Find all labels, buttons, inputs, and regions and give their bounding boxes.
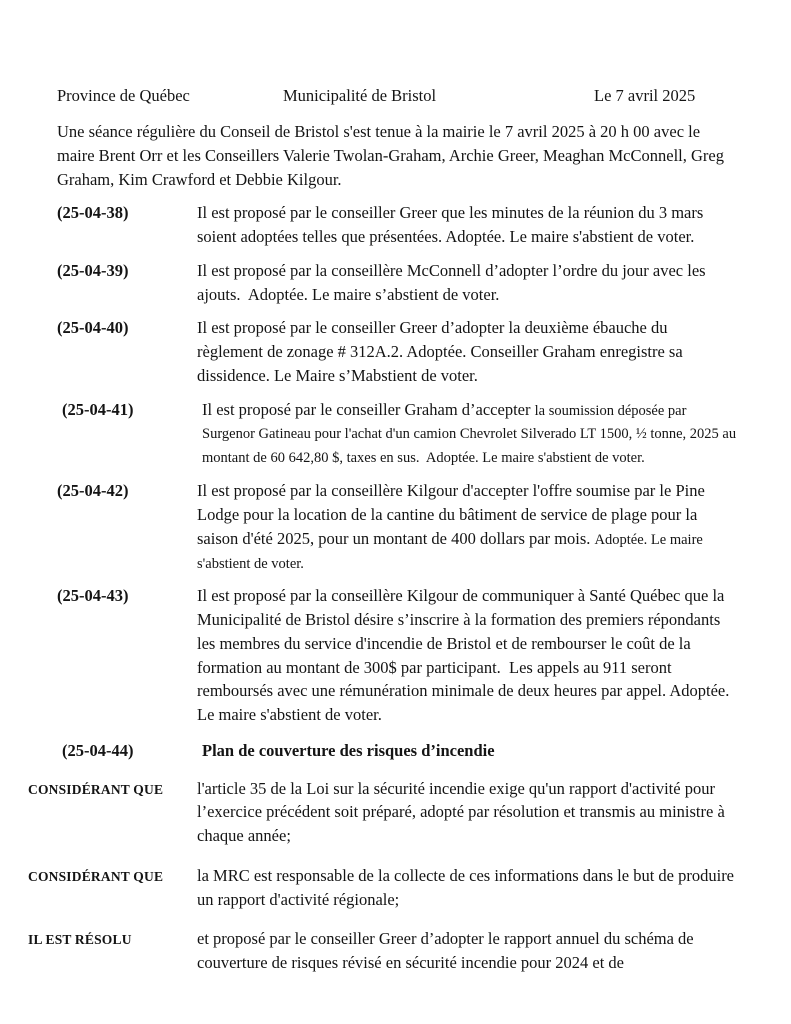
- clause-label: IL EST RÉSOLU: [28, 932, 132, 948]
- header-municipality: Municipalité de Bristol: [283, 86, 437, 105]
- clause-text: la MRC est responsable de la collecte de ces informations dans le but de produire un rapport d'activité régionale;: [197, 865, 739, 909]
- clause-text: et proposé par le conseiller Greer d’adopter le rapport annuel du schéma de couverture de risques révisé en sécurité incendie pour 2024 et de: [197, 929, 698, 973]
- resolution-text-lead: Il est proposé par le conseiller Graham d’accepter: [202, 399, 535, 419]
- clause-row: [28, 777, 737, 848]
- resolution-text: Il est proposé par le conseiller Greer d’adopter la deuxième ébauche du règlement de zonage # 312A.2. Adoptée. Conseiller Graham enregistre sa dissidence. Le Maire s’Mabstient de voter.: [197, 318, 687, 385]
- clause-row: [28, 927, 737, 975]
- clause-text: l'article 35 de la Loi sur la sécurité incendie exige qu'un rapport d'activité pour l’exercice précédent soit préparé, adopté par résolution et transmis au ministre à chaque année;: [197, 778, 729, 846]
- clause-label: CONSIDÉRANT QUE: [28, 868, 164, 884]
- resolution-text-small: Adoptée. Le maire s'abstient de voter.: [197, 531, 707, 572]
- header-province: Province de Québec: [57, 86, 190, 105]
- resolution-text: Il est proposé par le conseiller Greer que les minutes de la réunion du 3 mars soient adoptées telles que présentées. Adoptée. Le maire s'abstient de voter.: [197, 203, 708, 246]
- resolution-row: [57, 201, 737, 249]
- resolution-text: Il est proposé par la conseillère McConnell d’adopter l’ordre du jour avec les ajouts. Adoptée. Le maire s’abstient de voter.: [197, 260, 710, 304]
- resolution-row: [57, 316, 737, 387]
- resolution-number: (25-04-39): [57, 260, 129, 280]
- resolution-text: Il est proposé par la conseillère Kilgour de communiquer à Santé Québec que la Municipalité de Bristol désire s’inscrire à la formation des premiers répondants les membres du service d'incendie de Bristol et de rembourser le coût de la formation au montant de 300$ par participant. Les appels au 911 seront remboursés avec une rémunération minimale de deux heures par appel. Adoptée. Le maire s'abstient de voter.: [197, 586, 734, 725]
- resolution-heading-row: [57, 739, 737, 763]
- intro-paragraph: Une séance régulière du Conseil de Bristol s'est tenue à la mairie le 7 avril 2025 à 20 h 00 avec le maire Brent Orr et les Conseillers Valerie Twolan-Graham, Archie Greer, Meaghan McConnell, Greg Graham, Kim Crawford et Debbie Kilgour.: [57, 122, 729, 189]
- resolution-heading: Plan de couverture des risques d’incendie: [202, 740, 495, 760]
- resolution-number: (25-04-44): [62, 740, 134, 760]
- resolution-number: (25-04-40): [57, 318, 129, 338]
- resolution-text: [202, 398, 740, 470]
- resolution-number: (25-04-41): [62, 399, 134, 419]
- clause-label: CONSIDÉRANT QUE: [28, 781, 164, 797]
- resolution-text-lead: Il est proposé par la conseillère Kilgour d'accepter l'offre soumise par le Pine Lodge pour la location de la cantine du bâtiment de service de plage pour la saison d'été 2025, pour un montant de 400 dollars par mois.: [197, 481, 709, 548]
- resolution-number: (25-04-38): [57, 203, 129, 223]
- document-header: [57, 84, 737, 108]
- resolution-row: [57, 259, 737, 307]
- resolution-text-small: la soumission déposée par Surgenor Gatineau pour l'achat d'un camion Chevrolet Silverado LT 1500, ½ tonne, 2025 au montant de 60 642,80 $, taxes en sus. Adoptée. Le maire s'abstient de voter.: [202, 402, 740, 467]
- resolution-number: (25-04-42): [57, 481, 129, 501]
- resolution-text: [197, 479, 737, 574]
- resolution-row: [57, 479, 737, 574]
- header-date: Le 7 avril 2025: [594, 86, 696, 105]
- clause-row: [28, 864, 737, 912]
- resolution-row: [57, 584, 737, 727]
- resolution-row: [57, 398, 740, 470]
- resolution-number: (25-04-43): [57, 586, 129, 606]
